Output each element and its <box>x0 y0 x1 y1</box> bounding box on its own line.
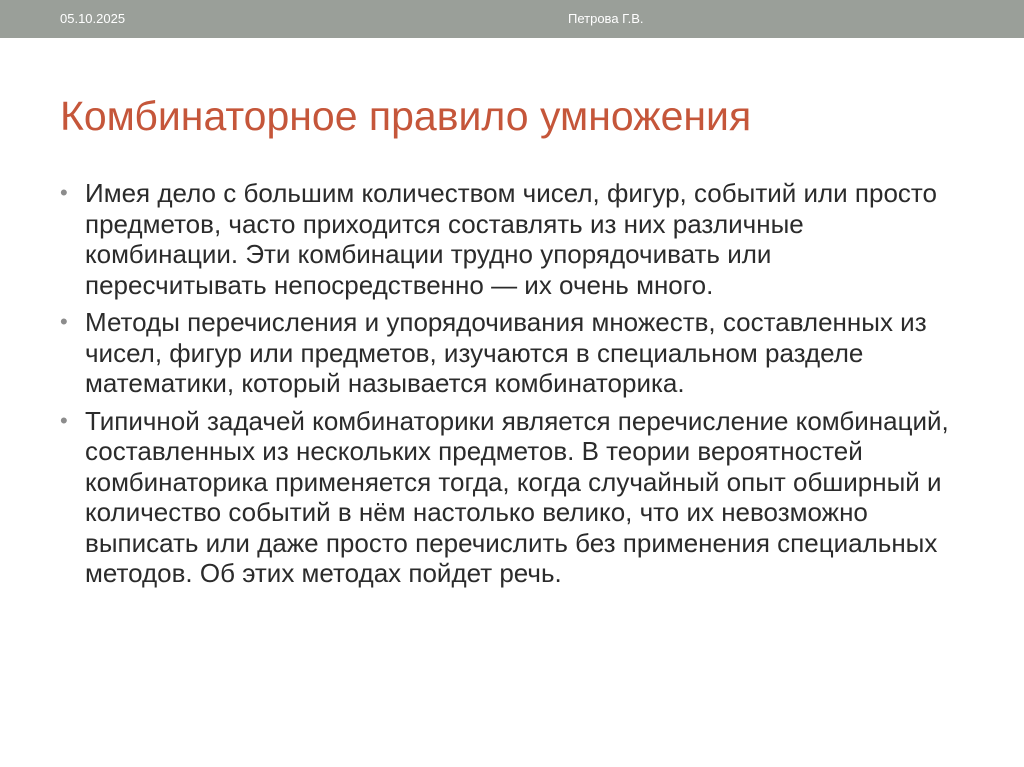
bullet-text-2: Методы перечисления и упорядочивания множеств, составленных из чисел, фигур или предметов, изучаются в специальном разделе математики, который называется комбинаторика. <box>85 307 927 398</box>
slide-title: Комбинаторное правило умножения <box>60 93 752 139</box>
bullet-item-1 <box>60 178 960 300</box>
bullet-dot-icon: • <box>60 180 68 205</box>
bullet-list <box>60 178 960 596</box>
bullet-item-2 <box>60 307 960 399</box>
bullet-dot-icon: • <box>60 309 68 334</box>
bullet-text-3: Типичной задачей комбинаторики является перечисление комбинаций, составленных из нескольких предметов. В теории вероятностей комбинаторика применяется тогда, когда случайный опыт обширный и количество событий в нём настолько велико, что их невозможно выписать или даже просто перечислить без применения специальных методов. Об этих методах пойдет речь. <box>85 405 949 588</box>
header-author: Петрова Г.В. <box>568 11 644 26</box>
header-bar <box>0 0 1024 38</box>
bullet-dot-icon: • <box>60 407 68 433</box>
bullet-text-1: Имея дело с большим количеством чисел, фигур, событий или просто предметов, часто приходится составлять из них различные комбинации. Эти комбинации трудно упорядочивать или пересчитывать непосредственно — их очень много. <box>85 178 938 300</box>
header-date: 05.10.2025 <box>60 11 126 26</box>
bullet-item-3 <box>60 406 960 589</box>
